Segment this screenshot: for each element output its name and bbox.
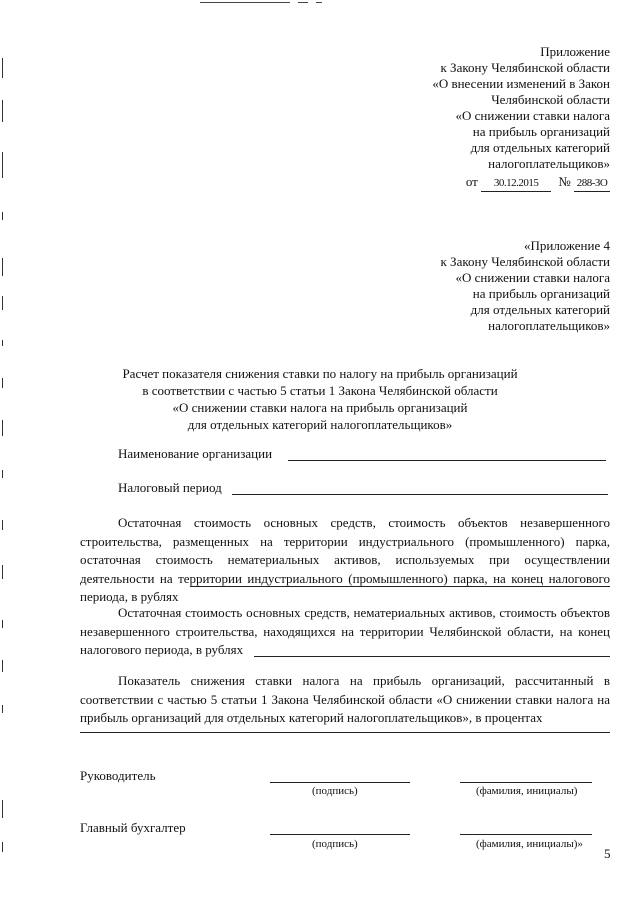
- paragraph-3-field[interactable]: [80, 732, 610, 733]
- paragraph-3-text: Показатель снижения ставки налога на прибыль организаций, рассчитанный в соответствии с частью 5 статьи 1 Закона Челябинской области «О снижении ставки налога на прибыль организаций для отдельных категорий налогоплательщиков», в процентах: [80, 673, 610, 725]
- paragraph-2-text: Остаточная стоимость основных средств, нематериальных активов, стоимость объектов незавершенного строительства, находящихся на территории Челябинской области, на конец налогового периода, в рублях: [80, 605, 610, 657]
- annex-line: «Приложение 4: [523, 238, 610, 253]
- annex-line: для отдельных категорий: [470, 302, 610, 317]
- annex-header: [432, 44, 610, 192]
- scan-artifact: [2, 340, 3, 346]
- annex-line: на прибыль организаций: [472, 124, 610, 139]
- annex-line: для отдельных категорий: [470, 140, 610, 155]
- date-field: [481, 175, 551, 192]
- number-label: №: [558, 174, 571, 189]
- scan-artifact: [2, 296, 3, 310]
- scan-artifact: [298, 2, 308, 3]
- annex-line: «О снижении ставки налога: [455, 270, 610, 285]
- scan-artifact: [316, 2, 322, 3]
- annex-line: налогоплательщиков»: [488, 318, 610, 333]
- tax-period-field[interactable]: [232, 494, 608, 495]
- scan-artifact: [2, 470, 3, 478]
- title-line: в соответствии с частью 5 статьи 1 Закона Челябинской области: [142, 383, 498, 398]
- date-value: 30.12.2015: [493, 177, 539, 189]
- annex-line: к Закону Челябинской области: [440, 60, 610, 75]
- title-line: для отдельных категорий налогоплательщиков»: [187, 417, 453, 432]
- scan-artifact: [2, 212, 3, 220]
- annex-4-header: [440, 238, 610, 334]
- tax-period-label: Налоговый период: [118, 480, 222, 495]
- title-line: Расчет показателя снижения ставки по налогу на прибыль организаций: [122, 366, 518, 381]
- head-signature-caption: (подпись): [312, 785, 358, 797]
- accountant-signature-caption: (подпись): [312, 838, 358, 850]
- head-label: Руководитель: [80, 768, 156, 783]
- annex-line: «О снижении ставки налога: [455, 108, 610, 123]
- accountant-signature-field[interactable]: [270, 834, 410, 835]
- scan-artifact: [2, 842, 3, 852]
- paragraph-1-field[interactable]: [190, 586, 610, 587]
- annex-line: на прибыль организаций: [472, 286, 610, 301]
- head-name-caption: (фамилия, инициалы): [476, 785, 578, 797]
- scan-artifact: [2, 58, 3, 78]
- scan-artifact: [2, 100, 3, 122]
- number-value: 288-ЗО: [576, 177, 608, 189]
- date-number-line: [432, 174, 610, 192]
- from-label: от: [465, 174, 478, 189]
- paragraph-2: [80, 604, 610, 660]
- number-field: [574, 175, 610, 192]
- annex-line: «О внесении изменений в Закон: [432, 76, 610, 91]
- paragraph-1-text: Остаточная стоимость основных средств, стоимость объектов незавершенного строительства, размещенных на территории индустриального (промышленного) парка, остаточная стоимость нематериальных активов, используемых при осуществлении деятельности на территории индустриального (промышленного) парка, на конец налогового периода, в рублях: [80, 515, 610, 604]
- accountant-label: Главный бухгалтер: [80, 820, 186, 835]
- scan-artifact: [2, 520, 3, 530]
- accountant-name-caption: (фамилия, инициалы)»: [476, 838, 583, 850]
- accountant-name-field[interactable]: [460, 834, 592, 835]
- annex-line: Челябинской области: [491, 92, 610, 107]
- org-name-field[interactable]: [288, 460, 606, 461]
- scan-artifact: [2, 258, 3, 276]
- head-signature-field[interactable]: [270, 782, 410, 783]
- scan-artifact: [2, 705, 3, 713]
- scan-artifact: [2, 378, 3, 388]
- org-name-label: Наименование организации: [118, 446, 273, 461]
- scan-artifact: [2, 800, 3, 818]
- paragraph-1: [80, 514, 610, 607]
- paragraph-3: [80, 672, 610, 728]
- annex-line: налогоплательщиков»: [488, 156, 610, 171]
- scan-artifact: [2, 565, 3, 579]
- scan-artifact: [2, 420, 3, 436]
- scan-artifact: [2, 660, 3, 672]
- annex-line: к Закону Челябинской области: [440, 254, 610, 269]
- scan-artifact: [2, 620, 3, 628]
- title-line: «О снижении ставки налога на прибыль организаций: [172, 400, 468, 415]
- scan-artifact: [2, 152, 3, 178]
- scan-artifact: [200, 2, 290, 3]
- document-title: [60, 365, 580, 433]
- annex-line: Приложение: [540, 44, 610, 59]
- page-number: 5: [604, 846, 611, 861]
- head-name-field[interactable]: [460, 782, 592, 783]
- paragraph-2-field[interactable]: [254, 656, 610, 657]
